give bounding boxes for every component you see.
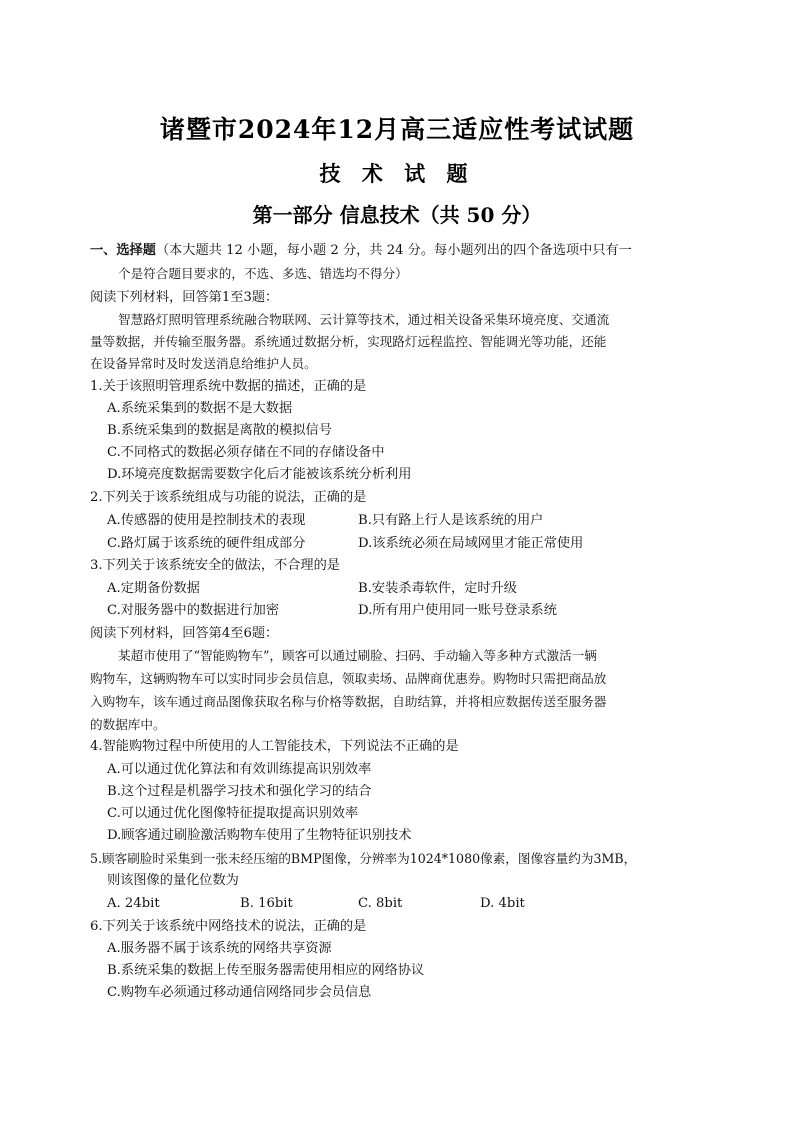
q1-option-d: D.环境亮度数据需要数字化后才能被该系统分析利用 xyxy=(107,467,412,482)
q2-option-c: C.路灯属于该系统的硬件组成部分 xyxy=(107,536,306,551)
material1-intro: 阅读下列材料，回答第1至3题： xyxy=(90,290,279,305)
q2-option-a: A.传感器的使用是控制技术的表现 xyxy=(107,513,306,528)
q6-option-b: B.系统采集的数据上传至服务器需使用相应的网络协议 xyxy=(107,963,425,978)
material2-intro: 阅读下列材料，回答第4至6题： xyxy=(90,626,279,641)
subject-title: 技 术 试 题 xyxy=(319,161,475,186)
q6-option-a: A.服务器不属于该系统的网络共享资源 xyxy=(107,941,332,956)
section-instructions-2: 个是符合题目要求的，不选、多选、错选均不得分） xyxy=(118,266,408,281)
q1-option-a: A.系统采集到的数据不是大数据 xyxy=(107,401,293,416)
q5-option-c: C. 8bit xyxy=(358,896,403,911)
q6-stem: 6.下列关于该系统中网络技术的说法，正确的是 xyxy=(90,919,367,934)
q5-option-b: B. 16bit xyxy=(240,896,293,911)
q6-option-c: C.购物车必须通过移动通信网络同步会员信息 xyxy=(107,985,372,1000)
q5-option-a: A. 24bit xyxy=(107,896,160,911)
material1-line: 量等数据，并传输至服务器。系统通过数据分析，实现路灯远程监控、智能调光等功能，还能 xyxy=(90,334,607,349)
q2-stem: 2.下列关于该系统组成与功能的说法，正确的是 xyxy=(90,490,367,505)
part-title: 第一部分 信息技术（共 50 分） xyxy=(252,203,542,227)
q3-option-c: C.对服务器中的数据进行加密 xyxy=(107,603,280,618)
section-label: 一、选择题 xyxy=(90,243,156,258)
material2-line: 购物车，这辆购物车可以实时同步会员信息，领取卖场、品牌商优惠券。购物时只需把商品放 xyxy=(90,671,607,686)
q3-option-d: D.所有用户使用同一账号登录系统 xyxy=(358,603,557,618)
q2-option-d: D.该系统必须在局域网里才能正常使用 xyxy=(358,536,584,551)
q4-option-a: A.可以通过优化算法和有效训练提高识别效率 xyxy=(107,762,372,777)
q3-option-b: B.安装杀毒软件，定时升级 xyxy=(358,581,517,596)
q4-option-b: B.这个过程是机器学习技术和强化学习的结合 xyxy=(107,784,372,799)
q4-option-d: D.顾客通过刷脸激活购物车使用了生物特征识别技术 xyxy=(107,828,412,843)
q1-option-c: C.不同格式的数据必须存储在不同的存储设备中 xyxy=(107,445,385,460)
material2-line: 的数据库中。 xyxy=(90,717,166,732)
section-instructions-1: （本大题共 12 小题，每小题 2 分，共 24 分。每小题列出的四个备选项中只有一 xyxy=(155,243,632,258)
exam-title: 诸暨市2024年12月高三适应性考试试题 xyxy=(159,115,635,144)
q4-stem: 4.智能购物过程中所使用的人工智能技术，下列说法不正确的是 xyxy=(90,739,459,754)
q3-stem: 3.下列关于该系统安全的做法，不合理的是 xyxy=(90,558,340,573)
q1-option-b: B.系统采集到的数据是离散的模拟信号 xyxy=(107,423,332,438)
material2-line: 入购物车，该车通过商品图像获取名称与价格等数据，自助结算，并将相应数据传送至服务器 xyxy=(90,694,607,709)
q5-stem-line1: 5.顾客刷脸时采集到一张未经压缩的BMP图像，分辨率为1024*1080像素，图像容量约为3MB， xyxy=(90,851,637,866)
material2-line: 某超市使用了“智能购物车”，顾客可以通过刷脸、扫码、手动输入等多种方式激活一辆 xyxy=(118,648,597,663)
q4-option-c: C.可以通过优化图像特征提取提高识别效率 xyxy=(107,806,359,821)
q3-option-a: A.定期备份数据 xyxy=(107,581,200,596)
q5-stem-line2: 则该图像的量化位数为 xyxy=(107,873,239,888)
q1-stem: 1.关于该照明管理系统中数据的描述，正确的是 xyxy=(90,379,367,394)
section-heading xyxy=(90,242,632,260)
q5-option-d: D. 4bit xyxy=(480,896,525,911)
material1-line: 在设备异常时及时发送消息给维护人员。 xyxy=(90,356,317,371)
q2-option-b: B.只有路上行人是该系统的用户 xyxy=(358,513,544,528)
material1-line: 智慧路灯照明管理系统融合物联网、云计算等技术，通过相关设备采集环境亮度、交通流 xyxy=(118,312,610,327)
